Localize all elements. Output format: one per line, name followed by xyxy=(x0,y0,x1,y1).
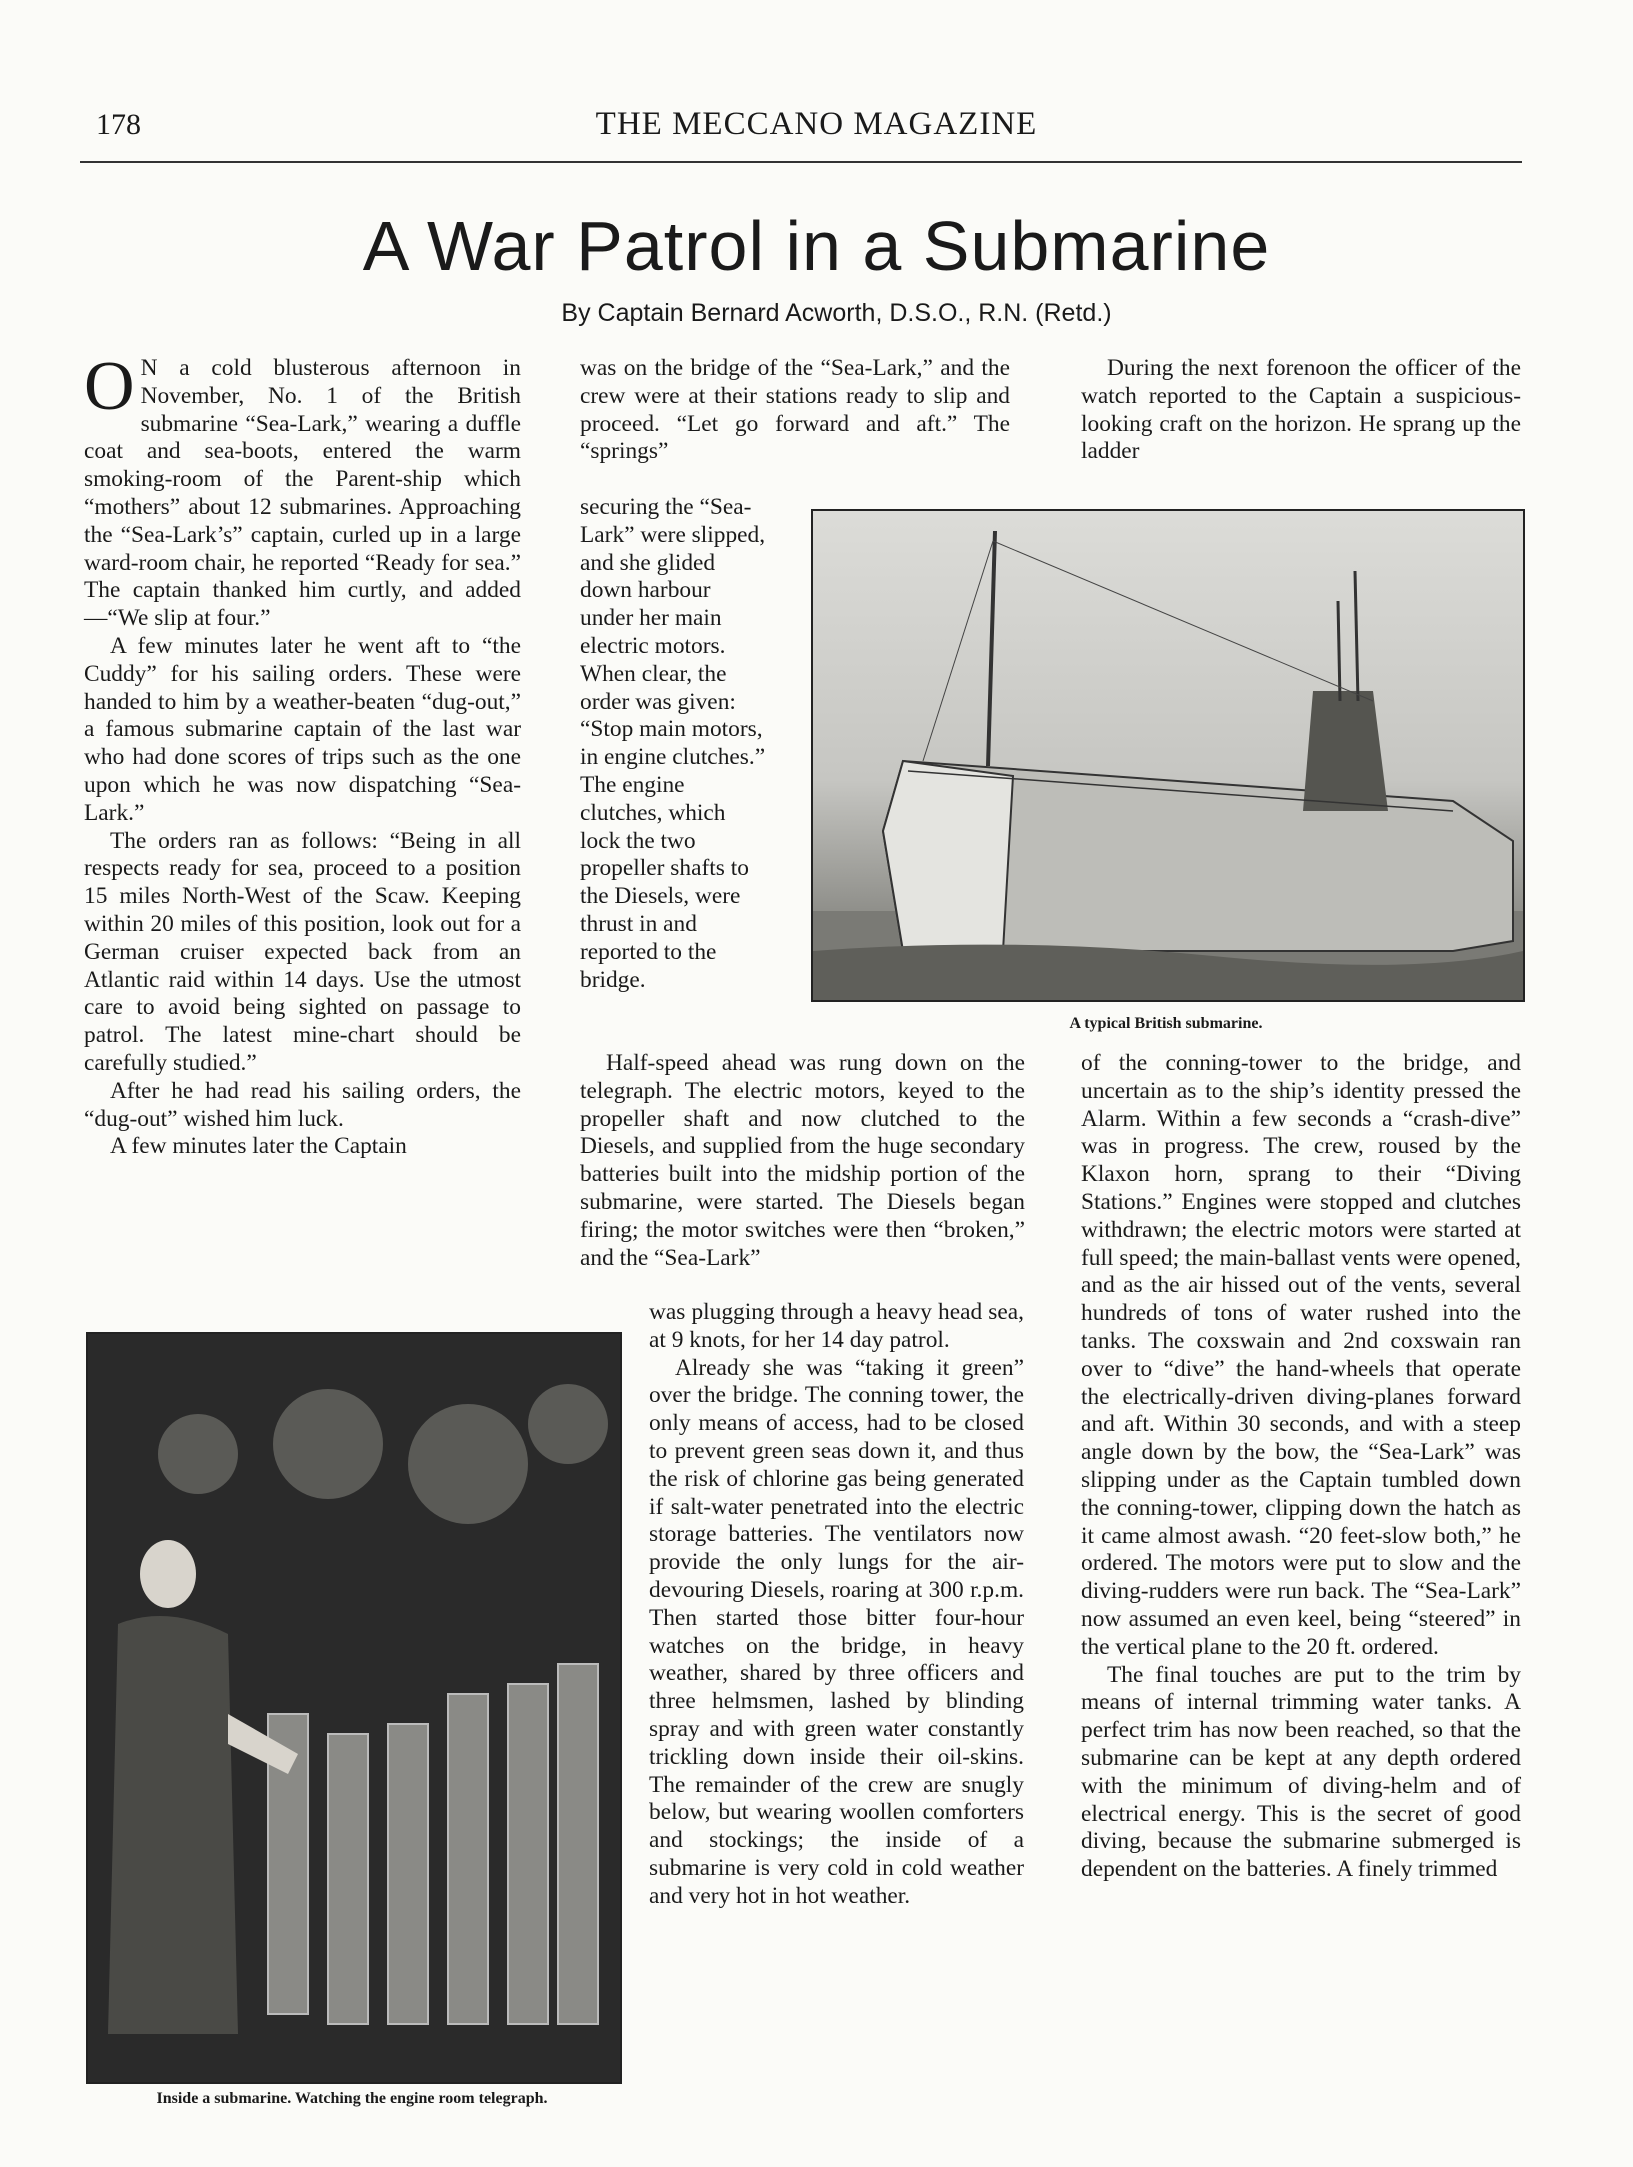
column-3-bottom-text-2: The final touches are put to the trim by means of internal trimming water tanks. A perfect trim has now been reached, so that the submarine can be kept at any depth ordered with the minimum of diving-helm and of electrical energy. This is the secret of good diving, because the submarine submerged is dependent on the batteries. A finely trimmed xyxy=(1081,1661,1521,1883)
engine-room-photo xyxy=(86,1332,622,2084)
article-title: A War Patrol in a Submarine xyxy=(362,207,1271,285)
column-3-bottom xyxy=(1081,1050,1521,1884)
column-1 xyxy=(84,348,521,1161)
paragraph-1 xyxy=(84,348,521,633)
drop-cap: O xyxy=(84,348,135,425)
submarine-caption: A typical British submarine. xyxy=(1069,1015,1263,1032)
column-2-narrow xyxy=(580,494,768,994)
paragraph-2: A few minutes later he went aft to “the Cuddy” for his sailing orders. These were handed to him by a weather-beaten “dug-out,” a famous submarine captain of the last war who had done scores of trips such as the one upon which he was now dispatching “Sea-Lark.” xyxy=(84,632,521,826)
paragraph-3: The orders ran as follows: “Being in all respects ready for sea, proceed to a position 15 miles North-West of the Scaw. Keeping within 20 miles of this position, look out for a German cruiser expected back from an Atlantic raid within 14 days. Use the utmost care to avoid being sighted on passage to patrol. The latest mine-chart should be carefully studied.” xyxy=(84,827,521,1076)
column-2-top xyxy=(580,355,1010,466)
page-number: 178 xyxy=(96,108,141,141)
submarine-illustration xyxy=(813,511,1523,1000)
paragraph-5: A few minutes later the Captain xyxy=(110,1133,407,1160)
engine-room-caption: Inside a submarine. Watching the engine room telegraph. xyxy=(156,2090,548,2107)
running-head: THE MECCANO MAGAZINE xyxy=(595,106,1038,142)
column-2-top-text: was on the bridge of the “Sea-Lark,” and the crew were at their stations ready to slip and proceed. “Let go forward and aft.” The “springs” xyxy=(580,355,1010,465)
column-3-bottom-text-1: of the conning-tower to the bridge, and uncertain as to the ship’s identity pressed the Alarm. Within a few seconds a “crash-dive” was in progress. The crew, roused by the Klaxon horn, sprang to their “Diving Stations.” Engines were stopped and clutches withdrawn; the electric motors were started at full speed; the main-ballast vents were opened, and as the air hissed out of the vents, several hundreds of tons of water rushed into the tanks. The coxswain and 2nd coxswain ran over to “dive” the hand-wheels that operate the electrically-driven diving-planes forward and aft. Within 30 seconds, and with a steep angle down by the bow, the “Sea-Lark” was slipping under as the Captain tumbled down the conning-tower, clipping down the hatch as it came almost awash. “20 feet-slow both,” he ordered. The motors were put to slow and the diving-rudders were run back. The “Sea-Lark” now assumed an even keel, being “steered” in the vertical plane to the 20 ft. ordered. xyxy=(1081,1050,1521,1660)
column-3-top-text: During the next forenoon the officer of the watch reported to the Captain a suspicious-looking craft on the horizon. He sprang up the ladder xyxy=(1081,355,1521,465)
column-2-indented-text-1: was plugging through a heavy head sea, at 9 knots, for her 14 day patrol. xyxy=(649,1299,1024,1353)
column-2-wide xyxy=(580,1050,1025,1272)
paragraph-4: After he had read his sailing orders, the “dug-out” wished him luck. xyxy=(84,1077,521,1132)
column-2-narrow-text: securing the “Sea-Lark” were slipped, and she glided down harbour under her main electric motors. When clear, the order was given: “Stop main motors, in engine clutches.” The engine clutches, which lock the two propeller shafts to the Diesels, were thrust in and reported to the bridge. xyxy=(580,494,766,993)
article-byline: By Captain Bernard Acworth, D.S.O., R.N. (Retd.) xyxy=(561,299,1112,327)
column-3-top xyxy=(1081,355,1521,466)
engine-room-illustration xyxy=(88,1334,620,2082)
column-2-wide-text: Half-speed ahead was rung down on the telegraph. The electric motors, keyed to the propeller shaft and now clutched to the Diesels, and supplied from the huge secondary batteries built into the midship portion of the submarine, were started. The Diesels began firing; the motor switches were then “broken,” and the “Sea-Lark” xyxy=(580,1050,1025,1271)
paragraph-1-text: N a cold blusterous afternoon in November, No. 1 of the British submarine “Sea-Lark,” wearing a duffle coat and sea-boots, entered the warm smoking-room of the Parent-ship which “mothers” about 12 submarines. Approaching the “Sea-Lark’s” captain, curled up in a large ward-room chair, he reported “Ready for sea.” The captain thanked him curtly, and added—“We slip at four.” xyxy=(84,355,521,632)
header-rule xyxy=(80,161,1522,163)
submarine-photo xyxy=(811,509,1525,1002)
column-2-indented xyxy=(649,1299,1024,1911)
column-2-indented-text-2: Already she was “taking it green” over the bridge. The conning tower, the only means of access, had to be closed to prevent green seas down it, and thus the risk of chlorine gas being generated if salt-water penetrated into the electric storage batteries. The ventilators now provide the only lungs for the air-devouring Diesels, roaring at 300 r.p.m. Then started those bitter four-hour watches on the bridge, in heavy weather, shared by three officers and three helmsmen, lashed by blinding spray and with green water constantly trickling down inside their oil-skins. The remainder of the crew are snugly below, but wearing woollen comforters and stockings; the inside of a submarine is very cold in cold weather and very hot in hot weather. xyxy=(649,1354,1024,1909)
